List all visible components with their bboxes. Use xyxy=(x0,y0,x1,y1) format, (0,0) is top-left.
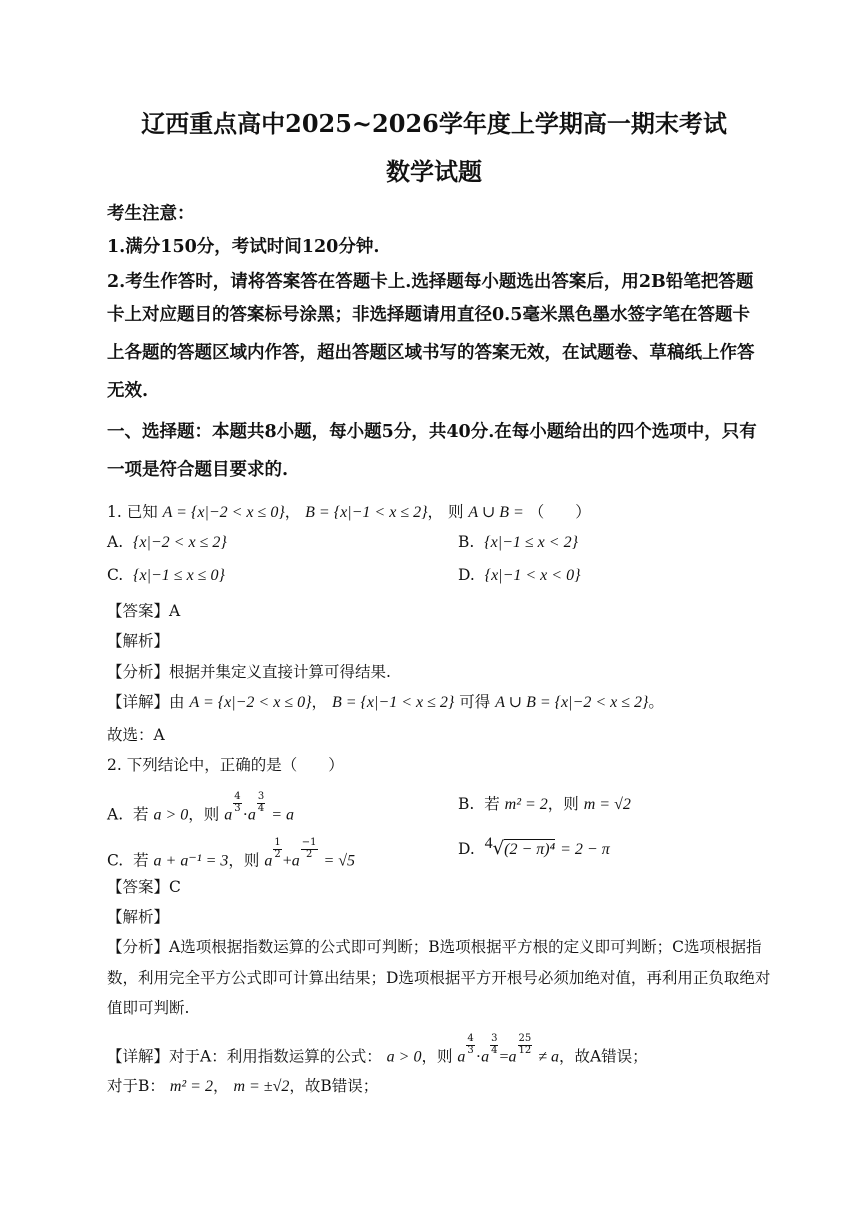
exponent-fraction: $\frac{4}{3}$ xyxy=(234,791,241,814)
option-value: {x|−1 ≤ x ≤ 0} xyxy=(133,567,225,584)
option-condition: m² = 2 xyxy=(504,796,548,813)
notice-item-2-line-4: 无效. xyxy=(107,381,149,401)
option-if: 若 xyxy=(133,851,149,870)
detail-end: ，故A错误； xyxy=(558,1047,648,1066)
detail-eq-2: m = ±√2 xyxy=(233,1078,290,1095)
option-value: {x|−1 ≤ x < 2} xyxy=(484,534,578,551)
exponent-fraction: $\frac{25}{12}$ xyxy=(518,1033,532,1056)
power-base: a xyxy=(247,806,256,824)
detail-set-b: B = {x|−1 < x ≤ 2} xyxy=(331,694,455,711)
power-base: a xyxy=(508,1048,517,1066)
detail-result: A ∪ B = {x|−2 < x ≤ 2} xyxy=(495,694,649,711)
root-index: 4 xyxy=(484,834,493,852)
option-value: {x|−2 < x ≤ 2} xyxy=(132,534,227,551)
question-2-analysis-line-1: 【分析】A选项根据指数运算的公式即可判断；B选项根据平方根的定义即可判断；C选项根据指 xyxy=(107,938,762,956)
power-base: a xyxy=(457,1048,466,1066)
exponent-fraction-negative: $\frac{-1}{2}$ xyxy=(301,837,317,860)
option-if: 若 xyxy=(484,795,500,813)
question-2-option-b xyxy=(458,792,631,814)
detail-end: ，故B错误； xyxy=(289,1077,379,1095)
option-label: A. xyxy=(107,805,124,824)
exponent-fraction: $\frac{1}{2}$ xyxy=(274,837,281,860)
option-label: D. xyxy=(458,566,475,584)
option-value: {x|−1 < x < 0} xyxy=(484,567,581,584)
question-1-prefix: 1. 已知 xyxy=(107,503,158,521)
option-label: B. xyxy=(458,533,475,551)
option-then: ，则 xyxy=(228,851,260,870)
detail-comma: ， xyxy=(212,1077,229,1095)
power-base: a xyxy=(224,806,233,824)
detail-neq: ≠ a xyxy=(538,1048,559,1066)
section-1-header-line-2: 一项是符合题目要求的. xyxy=(107,460,289,480)
question-2-detail-a: 【详解】对于A：利用指数运算的公式： a > 0，则 a $\frac{4}{3}$ ·a $\frac{3}{4}$ =a $\frac{25}{12}$ ≠ a，故A错误； xyxy=(107,1033,648,1066)
radicand: (2 − π)⁴ xyxy=(504,841,556,858)
option-rhs: = √5 xyxy=(323,852,356,870)
question-2-option-a xyxy=(107,792,294,825)
question-1-option-b xyxy=(458,533,578,552)
detail-set-a: A = {x|−2 < x ≤ 0} xyxy=(189,694,312,711)
question-1-stem: 1. 已知 A = {x|−2 < x ≤ 0}， B = {x|−1 < x ≤ 2}， 则 A ∪ B = （ ） xyxy=(107,503,591,521)
detail-mid: 可得 xyxy=(459,693,491,711)
option-then: ，则 xyxy=(188,805,220,824)
question-1-answer: 【答案】A xyxy=(107,602,181,620)
question-2-detail-b xyxy=(107,1074,378,1096)
power-base: a xyxy=(481,1048,490,1066)
question-1-option-c xyxy=(107,566,225,585)
dot-operator: · xyxy=(475,1048,482,1066)
option-label: D. xyxy=(458,840,475,858)
question-2-answer: 【答案】C xyxy=(107,878,181,896)
notice-heading: 考生注意： xyxy=(107,204,195,224)
detail-prefix: 【详解】由 xyxy=(107,693,185,711)
dot-operator: · xyxy=(242,806,248,824)
question-1-option-d xyxy=(458,566,580,585)
exam-title: 辽西重点高中2025~2026学年度上学期高一期末考试 xyxy=(141,109,727,138)
exponent-fraction: $\frac{3}{4}$ xyxy=(491,1033,498,1056)
notice-item-2-line-2: 卡上对应题目的答案标号涂黑；非选择题请用直径0.5毫米黑色墨水签字笔在答题卡 xyxy=(107,305,750,325)
detail-prefix: 【详解】对于A：利用指数运算的公式： xyxy=(107,1047,382,1066)
question-1-jiexi: 【解析】 xyxy=(107,632,170,650)
option-condition: a > 0 xyxy=(153,806,189,824)
notice-item-1: 1.满分150分，考试时间120分钟. xyxy=(107,237,380,257)
question-2-jiexi: 【解析】 xyxy=(107,908,170,926)
question-1-choose: 故选：A xyxy=(107,726,165,744)
question-2-stem: 2. 下列结论中，正确的是（ ） xyxy=(107,756,344,774)
option-condition: a + a⁻¹ = 3 xyxy=(153,852,229,870)
question-2-analysis-line-2: 数，利用完全平方公式即可计算出结果；D选项根据平方开根号必须加绝对值，再利用正负取绝对 xyxy=(107,969,771,987)
exam-subtitle: 数学试题 xyxy=(386,157,482,186)
detail-prefix: 对于B： xyxy=(107,1077,165,1095)
question-1-set-b: B = {x|−1 < x ≤ 2} xyxy=(305,504,428,521)
question-2-option-c: C. 若 a + a⁻¹ = 3，则 a $\frac{1}{2}$ +a $\frac{-1}{2}$ = √5 xyxy=(107,837,356,870)
question-1-detail: 【详解】由 A = {x|−2 < x ≤ 0}， B = {x|−1 < x ≤ 2} 可得 A ∪ B = {x|−2 < x ≤ 2}。 xyxy=(107,693,664,711)
option-result: m = √2 xyxy=(583,796,631,813)
power-base: a xyxy=(291,852,300,870)
exponent-fraction: $\frac{3}{4}$ xyxy=(257,791,265,814)
option-label: B. xyxy=(458,795,475,813)
option-rhs: = 2 − π xyxy=(560,841,610,858)
option-rhs: = a xyxy=(271,806,294,824)
option-label: A. xyxy=(107,533,124,551)
detail-condition: a > 0 xyxy=(386,1048,422,1066)
detail-end: 。 xyxy=(648,693,664,711)
detail-then: ，则 xyxy=(421,1047,453,1066)
question-1-analysis: 【分析】根据并集定义直接计算可得结果. xyxy=(107,663,391,681)
question-2-analysis-line-3: 值即可判断. xyxy=(107,999,190,1017)
option-label: C. xyxy=(107,566,124,584)
radical-sign-icon: √ xyxy=(492,838,505,859)
question-1-set-a: A = {x|−2 < x ≤ 0} xyxy=(162,504,285,521)
question-1-ask: 则 xyxy=(447,503,464,521)
question-2-option-d xyxy=(458,834,610,859)
section-1-header-line-1: 一、选择题：本题共8小题，每小题5分，共40分.在每小题给出的四个选项中，只有 xyxy=(107,422,757,442)
option-if: 若 xyxy=(132,805,149,824)
question-1-paren: （ ） xyxy=(528,503,591,521)
question-1-option-a xyxy=(107,533,227,552)
option-then: ，则 xyxy=(547,795,579,813)
detail-eq-1: m² = 2 xyxy=(169,1078,213,1095)
power-base: a xyxy=(264,852,273,870)
option-label: C. xyxy=(107,851,124,870)
exponent-fraction: $\frac{4}{3}$ xyxy=(467,1033,474,1056)
notice-item-2-line-3: 上各题的答题区域内作答，超出答题区域书写的答案无效，在试题卷、草稿纸上作答 xyxy=(107,343,755,363)
question-1-union: A ∪ B = xyxy=(468,504,524,521)
notice-item-2-line-1: 2.考生作答时，请将答案答在答题卡上.选择题每小题选出答案后，用2B铅笔把答题 xyxy=(107,272,754,292)
